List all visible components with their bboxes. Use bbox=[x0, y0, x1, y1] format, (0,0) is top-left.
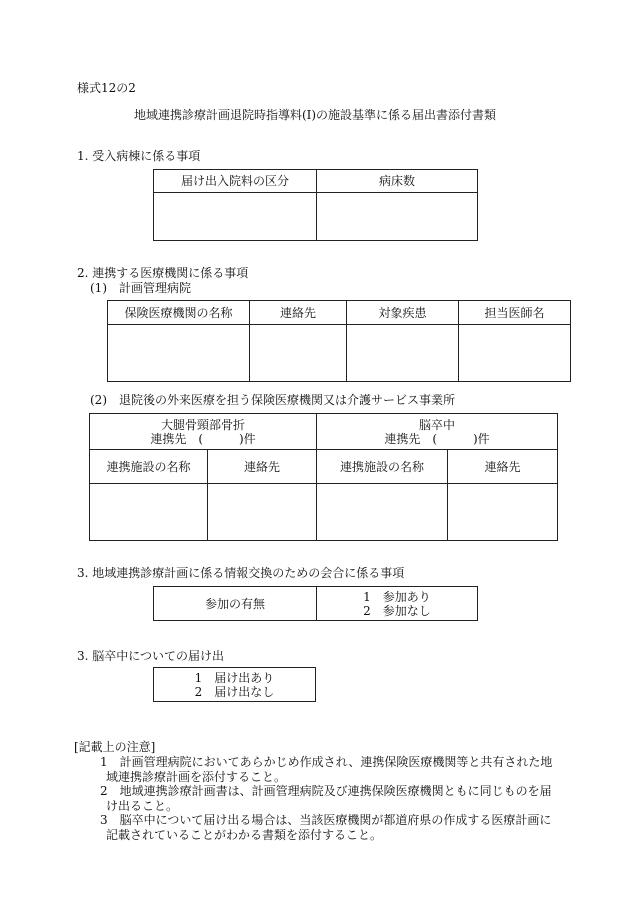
section3-heading: 3. 地域連携診療計画に係る情報交換のための会合に係る事項 bbox=[77, 566, 405, 580]
header-beds: 病床数 bbox=[317, 170, 478, 193]
header-contact: 連絡先 bbox=[250, 301, 347, 325]
ward-table bbox=[153, 169, 478, 241]
group-count[interactable]: 連携先 ( )件 bbox=[384, 431, 490, 446]
facility-cell[interactable] bbox=[90, 484, 208, 541]
header-disease: 対象疾患 bbox=[347, 301, 459, 325]
header-contact: 連絡先 bbox=[208, 450, 317, 484]
header-hospital-name: 保険医療機関の名称 bbox=[108, 301, 250, 325]
planning-hospital-table bbox=[107, 300, 571, 382]
participation-options[interactable] bbox=[317, 587, 478, 621]
group-name: 大腿骨頸部骨折 bbox=[160, 417, 245, 432]
group-stroke bbox=[317, 414, 558, 450]
notes-heading: [記載上の注意] bbox=[74, 740, 156, 754]
form-number: 様式12の2 bbox=[77, 81, 136, 95]
hospital-name-cell[interactable] bbox=[108, 325, 250, 382]
stroke-notice-table bbox=[153, 667, 316, 702]
meeting-table bbox=[153, 586, 478, 621]
header-doctor: 担当医師名 bbox=[459, 301, 571, 325]
doctor-cell[interactable] bbox=[459, 325, 571, 382]
header-contact: 連絡先 bbox=[448, 450, 558, 484]
note-item: 2 地域連携診療計画書は、計画管理病院及び連携保険医療機関ともに同じものを届 け出ること。 bbox=[100, 784, 552, 813]
contact-cell[interactable] bbox=[250, 325, 347, 382]
stroke-notice-options[interactable] bbox=[154, 668, 316, 702]
section4-heading: 3. 脳卒中についての届け出 bbox=[77, 649, 225, 663]
notes-list bbox=[100, 755, 560, 842]
group-count[interactable]: 連携先 ( )件 bbox=[150, 431, 256, 446]
sub1-heading: (1) 計画管理病院 bbox=[90, 281, 191, 295]
section2-heading: 2. 連携する医療機関に係る事項 bbox=[77, 266, 249, 280]
note-item: 1 計画管理病院においてあらかじめ作成され、連携保険医療機関等と共有された地 域連携診療計画を添付すること。 bbox=[100, 755, 553, 784]
contact-cell[interactable] bbox=[208, 484, 317, 541]
section1-heading: 1. 受入病棟に係る事項 bbox=[77, 149, 201, 163]
beds-cell[interactable] bbox=[317, 193, 478, 241]
participation-label: 参加の有無 bbox=[154, 587, 317, 621]
partner-facility-table bbox=[89, 413, 558, 541]
header-facility-name: 連携施設の名称 bbox=[317, 450, 448, 484]
header-admission-fee: 届け出入院料の区分 bbox=[154, 170, 317, 193]
group-name: 脳卒中 bbox=[418, 417, 455, 432]
contact-cell[interactable] bbox=[448, 484, 558, 541]
disease-cell[interactable] bbox=[347, 325, 459, 382]
group-femur-fracture bbox=[90, 414, 317, 450]
note-item: 3 脳卒中について届け出る場合は、当該医療機関が都道府県の作成する医療計画に 記載されていることがわかる書類を添付すること。 bbox=[100, 813, 552, 842]
sub2-heading: (2) 退院後の外来医療を担う保険医療機関又は介護サービス事業所 bbox=[90, 393, 456, 407]
facility-cell[interactable] bbox=[317, 484, 448, 541]
header-facility-name: 連携施設の名称 bbox=[90, 450, 208, 484]
option-yes[interactable]: 1 届け出あり bbox=[194, 670, 275, 685]
option-no[interactable]: 2 届け出なし bbox=[194, 684, 275, 699]
admission-fee-cell[interactable] bbox=[154, 193, 317, 241]
page-title: 地域連携診療計画退院時指導料(Ⅰ)の施設基準に係る届出書添付書類 bbox=[133, 108, 497, 122]
option-no[interactable]: 2 参加なし bbox=[363, 603, 431, 618]
option-yes[interactable]: 1 参加あり bbox=[363, 589, 431, 604]
